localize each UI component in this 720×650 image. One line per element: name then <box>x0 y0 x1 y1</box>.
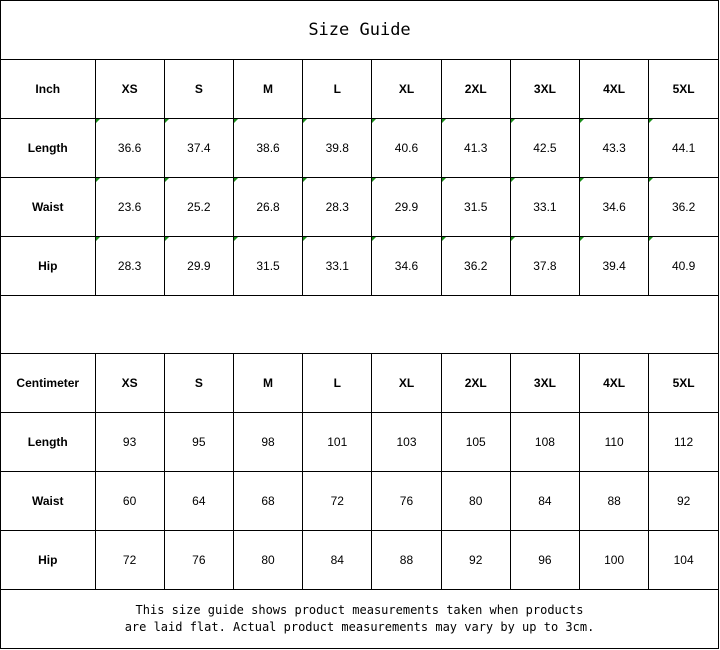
cell-comment-marker-icon <box>372 119 376 123</box>
cell-value: 108 <box>534 435 555 449</box>
cell-value: 76 <box>192 553 206 567</box>
cell-value: 34.6 <box>602 200 626 214</box>
measurement-cell <box>580 178 649 237</box>
cell-value: 76 <box>399 494 414 508</box>
measurement-cell <box>303 178 372 237</box>
measurement-cell <box>95 119 164 178</box>
measurement-cell <box>441 119 510 178</box>
note-line-2: are laid flat. Actual product measurements may vary by up to 3cm. <box>124 620 595 634</box>
measurement-cell <box>233 178 302 237</box>
measurement-cell <box>372 472 441 531</box>
measurement-cell <box>510 178 579 237</box>
row-label-length: Length <box>1 413 95 472</box>
measurement-cell <box>649 413 718 472</box>
header-row <box>1 354 718 413</box>
measurement-cell <box>95 237 164 296</box>
cell-comment-marker-icon <box>372 237 376 241</box>
measurement-cell <box>441 472 510 531</box>
measurement-cell <box>441 178 510 237</box>
cell-comment-marker-icon <box>649 178 653 182</box>
measurement-cell <box>580 472 649 531</box>
size-header-xl: XL <box>372 354 441 413</box>
measurement-cell <box>580 531 649 590</box>
measurement-cell <box>510 531 579 590</box>
cell-comment-marker-icon <box>303 178 307 182</box>
cell-value: 34.6 <box>394 259 419 273</box>
table-spacer <box>1 296 718 354</box>
size-header-m: M <box>233 354 302 413</box>
cell-value: 105 <box>465 435 486 449</box>
unit-label: Inch <box>1 60 95 119</box>
cell-value: 40.6 <box>394 141 419 155</box>
unit-label: Centimeter <box>1 354 95 413</box>
row-label-length: Length <box>1 119 95 178</box>
cell-comment-marker-icon <box>303 237 307 241</box>
size-header-3xl: 3XL <box>510 60 579 119</box>
size-header-s: S <box>164 354 233 413</box>
cell-value: 33.1 <box>325 259 349 273</box>
cell-value: 72 <box>122 553 137 567</box>
measurement-cell <box>164 237 233 296</box>
cell-value: 72 <box>330 494 344 508</box>
measurement-cell <box>233 119 302 178</box>
measurement-cell <box>303 531 372 590</box>
measurement-cell <box>164 178 233 237</box>
cell-comment-marker-icon <box>165 237 169 241</box>
cell-value: 39.4 <box>602 259 626 273</box>
cell-comment-marker-icon <box>649 237 653 241</box>
cell-comment-marker-icon <box>649 119 653 123</box>
cell-value: 84 <box>330 553 344 567</box>
measurement-cell <box>233 237 302 296</box>
measurement-cell <box>303 119 372 178</box>
measurement-cell <box>95 178 164 237</box>
measurement-cell <box>441 531 510 590</box>
cell-value: 25.2 <box>187 200 211 214</box>
measurement-cell <box>649 237 718 296</box>
size-header-5xl: 5XL <box>649 354 718 413</box>
cell-comment-marker-icon <box>442 119 446 123</box>
measurement-cell <box>164 531 233 590</box>
cell-comment-marker-icon <box>303 119 307 123</box>
measurement-cell <box>510 413 579 472</box>
cell-comment-marker-icon <box>580 178 584 182</box>
measurement-cell <box>372 413 441 472</box>
measurement-cell <box>372 531 441 590</box>
size-header-xs: XS <box>95 354 164 413</box>
measurement-cell <box>233 531 302 590</box>
cell-value: 84 <box>538 494 552 508</box>
table-row <box>1 472 718 531</box>
cell-comment-marker-icon <box>511 178 515 182</box>
cell-comment-marker-icon <box>442 178 446 182</box>
cell-value: 100 <box>604 553 625 567</box>
cell-value: 44.1 <box>671 141 696 155</box>
cell-value: 104 <box>673 553 694 567</box>
measurement-cell <box>649 178 718 237</box>
table-row <box>1 178 718 237</box>
cell-value: 64 <box>192 494 206 508</box>
cell-comment-marker-icon <box>372 178 376 182</box>
cell-value: 36.2 <box>671 200 696 214</box>
cell-value: 80 <box>469 494 483 508</box>
measurement-cell <box>649 119 718 178</box>
cell-value: 36.2 <box>464 259 488 273</box>
measurement-cell <box>95 531 164 590</box>
table-row <box>1 413 718 472</box>
cell-comment-marker-icon <box>511 119 515 123</box>
table-row <box>1 531 718 590</box>
size-header-m: M <box>233 60 302 119</box>
cell-comment-marker-icon <box>442 237 446 241</box>
measurement-cell <box>372 237 441 296</box>
cell-value: 29.9 <box>187 259 211 273</box>
cell-value: 36.6 <box>117 141 142 155</box>
cell-value: 41.3 <box>464 141 488 155</box>
cell-value: 93 <box>122 435 137 449</box>
measurement-cell <box>164 119 233 178</box>
cell-value: 28.3 <box>117 259 142 273</box>
measurement-note <box>1 590 718 648</box>
measurement-cell <box>233 472 302 531</box>
cell-value: 37.4 <box>187 141 211 155</box>
cell-value: 96 <box>538 553 552 567</box>
cell-value: 68 <box>261 494 275 508</box>
size-header-4xl: 4XL <box>580 60 649 119</box>
size-header-s: S <box>164 60 233 119</box>
cell-value: 23.6 <box>117 200 142 214</box>
table-row <box>1 237 718 296</box>
measurement-cell <box>580 413 649 472</box>
table-row <box>1 119 718 178</box>
cell-value: 60 <box>122 494 137 508</box>
size-header-3xl: 3XL <box>510 354 579 413</box>
cell-comment-marker-icon <box>511 237 515 241</box>
row-label-hip: Hip <box>1 531 95 590</box>
note-line-1: This size guide shows product measurements taken when products <box>135 603 584 617</box>
measurement-cell <box>95 472 164 531</box>
cell-value: 88 <box>399 553 414 567</box>
cell-value: 29.9 <box>394 200 419 214</box>
cell-comment-marker-icon <box>96 178 100 182</box>
cell-comment-marker-icon <box>580 119 584 123</box>
cell-value: 26.8 <box>256 200 280 214</box>
size-header-2xl: 2XL <box>441 354 510 413</box>
cell-value: 37.8 <box>533 259 557 273</box>
page-title: Size Guide <box>1 1 718 60</box>
measurement-cell <box>164 413 233 472</box>
cell-value: 98 <box>261 435 275 449</box>
cell-value: 92 <box>469 553 483 567</box>
cell-value: 101 <box>327 435 348 449</box>
measurement-cell <box>649 472 718 531</box>
size-header-xs: XS <box>95 60 164 119</box>
row-label-waist: Waist <box>1 472 95 531</box>
measurement-cell <box>510 472 579 531</box>
cell-comment-marker-icon <box>165 178 169 182</box>
header-row <box>1 60 718 119</box>
measurement-cell <box>580 237 649 296</box>
cell-comment-marker-icon <box>234 237 238 241</box>
size-header-l: L <box>303 354 372 413</box>
measurement-cell <box>372 119 441 178</box>
cell-value: 42.5 <box>533 141 557 155</box>
cell-value: 31.5 <box>464 200 488 214</box>
measurement-cell <box>510 237 579 296</box>
cell-value: 39.8 <box>325 141 349 155</box>
cell-value: 88 <box>607 494 621 508</box>
measurement-cell <box>580 119 649 178</box>
measurement-cell <box>233 413 302 472</box>
cell-value: 31.5 <box>256 259 280 273</box>
cell-value: 110 <box>604 435 624 449</box>
measurement-cell <box>303 472 372 531</box>
cell-comment-marker-icon <box>580 237 584 241</box>
cell-value: 28.3 <box>325 200 349 214</box>
cell-value: 112 <box>674 435 694 449</box>
measurement-cell <box>441 413 510 472</box>
cell-comment-marker-icon <box>96 119 100 123</box>
measurement-cell <box>372 178 441 237</box>
centimeter-size-table <box>1 354 718 590</box>
measurement-cell <box>303 413 372 472</box>
row-label-hip: Hip <box>1 237 95 296</box>
measurement-cell <box>441 237 510 296</box>
cell-value: 95 <box>192 435 206 449</box>
size-header-4xl: 4XL <box>580 354 649 413</box>
measurement-cell <box>510 119 579 178</box>
measurement-cell <box>649 531 718 590</box>
measurement-cell <box>164 472 233 531</box>
cell-value: 43.3 <box>602 141 626 155</box>
size-header-l: L <box>303 60 372 119</box>
cell-value: 38.6 <box>256 141 280 155</box>
cell-comment-marker-icon <box>96 237 100 241</box>
cell-value: 80 <box>261 553 275 567</box>
cell-comment-marker-icon <box>234 178 238 182</box>
cell-value: 103 <box>396 435 417 449</box>
size-header-2xl: 2XL <box>441 60 510 119</box>
row-label-waist: Waist <box>1 178 95 237</box>
size-header-xl: XL <box>372 60 441 119</box>
cell-comment-marker-icon <box>165 119 169 123</box>
cell-value: 40.9 <box>671 259 696 273</box>
cell-value: 92 <box>676 494 691 508</box>
measurement-cell <box>303 237 372 296</box>
cell-comment-marker-icon <box>234 119 238 123</box>
size-header-5xl: 5XL <box>649 60 718 119</box>
inch-size-table <box>1 60 718 296</box>
measurement-cell <box>95 413 164 472</box>
cell-value: 33.1 <box>533 200 557 214</box>
